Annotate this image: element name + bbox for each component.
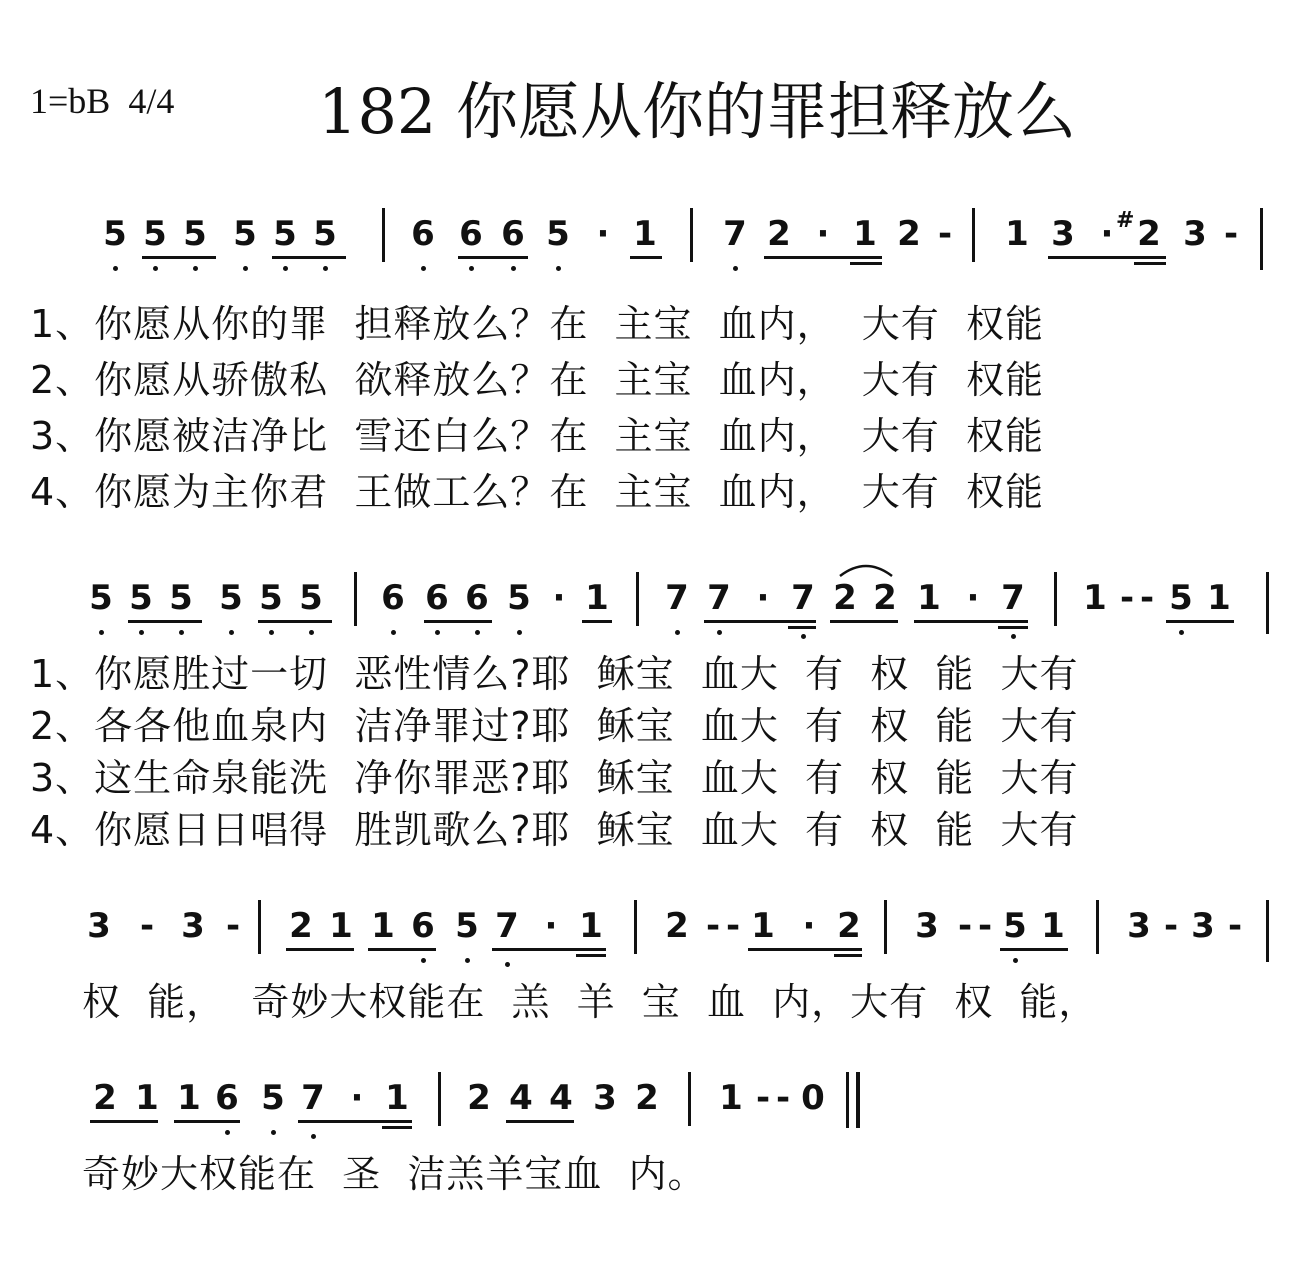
note: 7 xyxy=(723,214,747,254)
note: - xyxy=(937,214,953,254)
note: 1 xyxy=(1083,578,1107,618)
verse-1-line-1: 1、你愿从你的罪 担释放么？在 主宝 血内， 大有 权能 xyxy=(30,302,1044,346)
note: 7 xyxy=(301,1078,325,1118)
low-dot xyxy=(1013,958,1018,963)
low-dot xyxy=(717,630,722,635)
note: 5 xyxy=(1169,578,1193,618)
note: 1 xyxy=(1005,214,1029,254)
barline xyxy=(258,900,261,954)
low-dot xyxy=(113,266,118,271)
note: - xyxy=(225,906,241,946)
beam xyxy=(492,948,606,951)
note: 7 xyxy=(495,906,519,946)
note: 5 xyxy=(233,214,257,254)
beam xyxy=(272,256,346,259)
note: 2 xyxy=(635,1078,659,1118)
note: 1 xyxy=(177,1078,201,1118)
note: - xyxy=(755,1078,771,1118)
note: - xyxy=(775,1078,791,1118)
note: 1 xyxy=(371,906,395,946)
sharp-sign: # xyxy=(1116,208,1135,233)
verse-3-line-1: 3、你愿被洁净比 雪还白么？在 主宝 血内， 大有 权能 xyxy=(30,414,1044,458)
refrain-line-2: 奇妙大权能在 圣 洁羔羊宝血 内。 xyxy=(82,1152,707,1196)
note: 1 xyxy=(585,578,609,618)
note: 2 xyxy=(873,578,897,618)
note: 5 xyxy=(507,578,531,618)
beam xyxy=(128,620,202,623)
verse-4-line-2: 4、你愿日日唱得 胜凯歌么?耶 稣宝 血大 有 权 能 大有 xyxy=(30,808,1079,852)
low-dot xyxy=(556,266,561,271)
staff-line-3 xyxy=(0,906,1301,966)
staff-line-4 xyxy=(0,1078,1301,1138)
note: 7 xyxy=(791,578,815,618)
key-signature: 1=bB 4/4 xyxy=(30,81,175,121)
note: 5 xyxy=(546,214,570,254)
note: · xyxy=(350,1078,364,1118)
barline xyxy=(688,1072,691,1126)
low-dot xyxy=(1011,634,1016,639)
note: 5 xyxy=(143,214,167,254)
note: - xyxy=(1227,906,1243,946)
note: 1 xyxy=(579,906,603,946)
beam xyxy=(142,256,216,259)
note: 7 xyxy=(1001,578,1025,618)
note: 5 xyxy=(455,906,479,946)
note: 1 xyxy=(1207,578,1231,618)
barline xyxy=(1054,572,1057,626)
note: 3 xyxy=(1191,906,1215,946)
note: - xyxy=(1119,578,1135,618)
note: 5 xyxy=(1003,906,1027,946)
low-dot xyxy=(225,1130,230,1135)
low-dot xyxy=(391,630,396,635)
low-dot xyxy=(421,266,426,271)
beam xyxy=(1166,620,1234,623)
beam xyxy=(914,620,1028,623)
note: 2 xyxy=(833,578,857,618)
note: · xyxy=(596,214,610,254)
final-barline-thin xyxy=(846,1072,849,1128)
note: 6 xyxy=(411,906,435,946)
low-dot xyxy=(269,630,274,635)
beam xyxy=(830,620,898,623)
note: 1 xyxy=(853,214,877,254)
note: 2 xyxy=(467,1078,491,1118)
note: 6 xyxy=(215,1078,239,1118)
beam xyxy=(1000,948,1068,951)
low-dot xyxy=(675,630,680,635)
note: · xyxy=(544,906,558,946)
note: - xyxy=(957,906,973,946)
note: 4 xyxy=(509,1078,533,1118)
low-dot xyxy=(271,1130,276,1135)
beam xyxy=(834,954,862,957)
low-dot xyxy=(179,630,184,635)
note: 3 xyxy=(1183,214,1207,254)
note: 1 xyxy=(917,578,941,618)
note: 1 xyxy=(633,214,657,254)
low-dot xyxy=(323,266,328,271)
note: - xyxy=(977,906,993,946)
low-dot xyxy=(435,630,440,635)
beam xyxy=(788,626,816,629)
note: 2 xyxy=(767,214,791,254)
note: 5 xyxy=(313,214,337,254)
note: 1 xyxy=(135,1078,159,1118)
note: 5 xyxy=(89,578,113,618)
note: 5 xyxy=(169,578,193,618)
low-dot xyxy=(153,266,158,271)
note: 5 xyxy=(299,578,323,618)
note: 2 xyxy=(665,906,689,946)
note: 2 xyxy=(897,214,921,254)
note: 2 xyxy=(289,906,313,946)
note: · xyxy=(802,906,816,946)
verse-2-line-1: 2、你愿从骄傲私 欲释放么？在 主宝 血内， 大有 权能 xyxy=(30,358,1044,402)
note: 6 xyxy=(459,214,483,254)
beam xyxy=(576,954,606,957)
note: 0 xyxy=(801,1078,825,1118)
note: 6 xyxy=(411,214,435,254)
note: 5 xyxy=(261,1078,285,1118)
note: 1 xyxy=(385,1078,409,1118)
note: 6 xyxy=(465,578,489,618)
beam xyxy=(90,1120,158,1123)
note: 6 xyxy=(501,214,525,254)
low-dot xyxy=(469,266,474,271)
beam xyxy=(748,948,862,951)
low-dot xyxy=(517,630,522,635)
beam xyxy=(1048,256,1166,259)
verse-1-line-2: 1、你愿胜过一切 恶性情么?耶 稣宝 血大 有 权 能 大有 xyxy=(30,652,1079,696)
beam xyxy=(286,948,354,951)
note: 2 xyxy=(837,906,861,946)
note: · xyxy=(966,578,980,618)
low-dot xyxy=(465,958,470,963)
beam xyxy=(704,620,816,623)
note: · xyxy=(552,578,566,618)
barline xyxy=(1266,572,1269,634)
note: 1 xyxy=(751,906,775,946)
note: - xyxy=(1223,214,1239,254)
note: 5 xyxy=(103,214,127,254)
beam xyxy=(382,1126,412,1129)
low-dot xyxy=(505,962,510,967)
tie-slur xyxy=(836,560,896,580)
staff-line-1 xyxy=(0,208,1301,274)
note: - xyxy=(1139,578,1155,618)
note: 7 xyxy=(707,578,731,618)
low-dot xyxy=(475,630,480,635)
note: 5 xyxy=(273,214,297,254)
note: 2 xyxy=(1137,214,1161,254)
beam xyxy=(258,620,332,623)
beam xyxy=(630,256,662,259)
note: - xyxy=(705,906,721,946)
barline xyxy=(1266,900,1269,962)
barline xyxy=(382,208,385,262)
note: 5 xyxy=(129,578,153,618)
staff-line-2 xyxy=(0,578,1301,638)
barline xyxy=(354,572,357,626)
low-dot xyxy=(421,958,426,963)
note: 3 xyxy=(1127,906,1151,946)
note: 2 xyxy=(93,1078,117,1118)
note: 3 xyxy=(87,906,111,946)
note: 6 xyxy=(381,578,405,618)
note: 3 xyxy=(593,1078,617,1118)
beam xyxy=(424,620,492,623)
low-dot xyxy=(229,630,234,635)
beam xyxy=(850,262,882,265)
note: · xyxy=(816,214,830,254)
beam xyxy=(582,620,612,623)
note: 4 xyxy=(549,1078,573,1118)
low-dot xyxy=(139,630,144,635)
note: - xyxy=(725,906,741,946)
beam xyxy=(458,256,528,259)
low-dot xyxy=(243,266,248,271)
song-title: 182 你愿从你的罪担释放么 xyxy=(318,75,1077,148)
note: · xyxy=(756,578,770,618)
note: · xyxy=(1100,214,1114,254)
beam xyxy=(298,1120,412,1123)
note: 1 xyxy=(1041,906,1065,946)
low-dot xyxy=(801,634,806,639)
note: 3 xyxy=(1051,214,1075,254)
beam xyxy=(174,1120,240,1123)
low-dot xyxy=(193,266,198,271)
barline xyxy=(972,208,975,262)
low-dot xyxy=(283,266,288,271)
verse-2-line-2: 2、各各他血泉内 洁净罪过?耶 稣宝 血大 有 权 能 大有 xyxy=(30,704,1079,748)
note: 3 xyxy=(915,906,939,946)
note: - xyxy=(139,906,155,946)
barline xyxy=(636,572,639,626)
barline xyxy=(690,208,693,262)
low-dot xyxy=(733,266,738,271)
beam xyxy=(998,626,1028,629)
beam xyxy=(764,256,882,259)
note: 1 xyxy=(719,1078,743,1118)
note: 7 xyxy=(665,578,689,618)
barline xyxy=(884,900,887,954)
refrain-line-1: 权 能， 奇妙大权能在 羔 羊 宝 血 内，大有 权 能， xyxy=(82,980,1098,1024)
barline xyxy=(1260,208,1263,270)
barline xyxy=(1096,900,1099,954)
beam xyxy=(368,948,436,951)
low-dot xyxy=(1179,630,1184,635)
note: 5 xyxy=(183,214,207,254)
verse-4-line-1: 4、你愿为主你君 王做工么？在 主宝 血内， 大有 权能 xyxy=(30,470,1044,514)
barline xyxy=(634,900,637,954)
note: 6 xyxy=(425,578,449,618)
note: 5 xyxy=(219,578,243,618)
low-dot xyxy=(99,630,104,635)
low-dot xyxy=(511,266,516,271)
verse-3-line-2: 3、这生命泉能洗 净你罪恶?耶 稣宝 血大 有 权 能 大有 xyxy=(30,756,1079,800)
beam xyxy=(506,1120,574,1123)
low-dot xyxy=(309,630,314,635)
note: 5 xyxy=(259,578,283,618)
low-dot xyxy=(311,1134,316,1139)
note: - xyxy=(1163,906,1179,946)
final-barline-thick xyxy=(856,1072,860,1128)
note: 3 xyxy=(181,906,205,946)
beam xyxy=(1134,262,1166,265)
note: 1 xyxy=(329,906,353,946)
barline xyxy=(438,1072,441,1126)
